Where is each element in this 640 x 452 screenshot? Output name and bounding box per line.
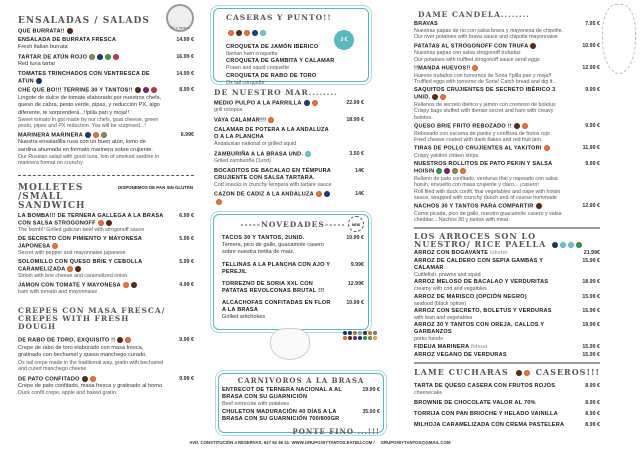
item-price: 19.99 € [362, 387, 380, 393]
item-description-en: Our potatoes with truffied strogonoff sauce send eggs [414, 56, 540, 63]
item-description: Red tuna tartar [18, 61, 56, 68]
allergen-brown-icon [530, 43, 536, 49]
item-inline-desc: fideua [469, 343, 488, 350]
item-price: 6.99€ [180, 131, 194, 138]
menu-item [214, 191, 364, 206]
item-description: Prawn and squid croquette [226, 65, 290, 72]
allergen-brown-icon [363, 331, 367, 335]
allergen-brown-icon [82, 376, 88, 382]
menu-item [414, 203, 600, 223]
section-title-novedades: -----NOVEDADES----- [240, 220, 346, 229]
item-name: CAZON DE CADIZ A LA ANDALUZA [214, 191, 334, 206]
item-price: 11.99 € [582, 145, 600, 152]
allergen-navy-icon [348, 331, 352, 335]
allergen-navy-icon [85, 132, 91, 138]
allergen-navy-icon [252, 30, 258, 36]
item-price: 15.99 € [582, 307, 600, 314]
allergen-purple-icon [143, 87, 149, 93]
section-title-salads: ENSALADAS / SALADS [18, 16, 150, 26]
item-description: Nuestra ensaladilla rusa con un buen atún, lomo de sardina ahumada en formato marinera sobre crujiente. [18, 139, 153, 153]
item-description: ham with tomato and mayonnaise [18, 289, 98, 296]
menu-item [414, 344, 600, 351]
menu-item [214, 100, 364, 114]
allergen-brown-icon [131, 282, 137, 288]
allergen-cyan-icon [568, 242, 574, 248]
item-price: 5.99 € [179, 258, 194, 265]
allergen-brown-icon [75, 266, 81, 272]
item-description: Crispy yakitori chiken strips. [414, 152, 480, 159]
salads-list [18, 28, 194, 167]
allergen-purple-icon [444, 168, 450, 174]
item-name: BROWNIE DE CHOCOLATE VALOR AL 70% [414, 400, 536, 407]
item-price: 12.99 € [582, 65, 600, 72]
item-name: ALCACHOFAS CONFITADAS EN FLOR A LA BRASA [222, 299, 331, 313]
item-name: TORRIJA CON PAN BRIOCHE Y HELADO VAINILLA [414, 411, 558, 418]
divider [18, 175, 194, 176]
menu-item [18, 71, 194, 85]
allergen-orange-icon [98, 220, 104, 226]
menu-item [222, 409, 380, 423]
allergen-orange-icon [440, 94, 446, 100]
menu-item [222, 387, 380, 407]
allergen-yellow-icon [373, 336, 377, 340]
allergen-orange-icon [90, 376, 96, 382]
menu-item [214, 151, 364, 165]
item-name: QUE BURRATA!! [18, 28, 164, 35]
item-name: SAQUITOS CRUJIENTES DE SECRETO IBÉRICO 3 UNID. [414, 87, 556, 101]
allergen-orange-icon [268, 117, 274, 123]
item-price: 14€ [355, 167, 364, 174]
item-price: 8.99 € [179, 87, 194, 94]
allergen-legend [342, 330, 380, 340]
allergen-orange-icon [93, 132, 99, 138]
item-price: 10.99 € [346, 299, 364, 306]
allergen-navy-icon [358, 336, 362, 340]
allergen-navy-icon [552, 242, 558, 248]
allergen-orange-icon [228, 30, 234, 36]
item-name: BRAVAS [414, 21, 438, 27]
arroces-icons [550, 239, 582, 249]
item-price: 10.99 € [346, 235, 364, 241]
divider [414, 362, 600, 364]
allergen-orange-icon [125, 337, 131, 343]
allergen-orange-icon [353, 331, 357, 335]
item-price: 15.99 € [582, 351, 600, 358]
item-price: 9.99 € [179, 337, 194, 344]
item-name: ARROZ DE MARISCO (OPCIÓN NEGRO) [414, 293, 527, 300]
postres-list [414, 383, 600, 429]
item-name: TELLINAS A LA PLANCHA CON AJO Y PEREJIL [222, 261, 331, 275]
allergen-brown-icon [536, 203, 542, 209]
menu-item [414, 161, 600, 201]
menu-item [414, 145, 600, 159]
allergen-orange-icon [316, 191, 322, 197]
menu-item [214, 117, 364, 124]
menu-item [226, 44, 366, 57]
middle-column [226, 0, 366, 86]
item-description: seafood (black option) [414, 300, 467, 307]
item-description: Nuestras papas con salsa strogonoff trufadas [414, 50, 521, 57]
allergen-olive-icon [101, 132, 107, 138]
menu-item [226, 73, 366, 86]
item-name: ARROZ CON SECRETO, BOLETUS Y VERDURAS [414, 307, 552, 314]
item-name: MARINERA MARINERA [18, 132, 164, 139]
item-name: CALAMAR DE POTERA A LA ANDALUZA O A LA PLANCHA [214, 127, 329, 141]
item-price: 19.99 € [582, 322, 600, 329]
item-description: Crepe de rabo de toro elaborado con masa fresca, gratinado con bechamel y queso manchego curado. [18, 344, 147, 359]
item-name: TARTA DE QUESO CASERA CON FRUTOS ROJOS [414, 382, 556, 389]
item-name: VAYA CALAMAR!!! [214, 117, 334, 124]
item-price: 9.99 € [585, 123, 600, 130]
item-name: MILHOJA CARAMELIZADA CON CREMA PASTELERA [414, 422, 565, 429]
menu-item [222, 300, 364, 321]
octopus-illustration [602, 4, 636, 74]
item-description-en: Roll filed with duck confit, thai vegetables and nape with hoisin sauce, wrapped with crunchy douch and of course hommade [414, 188, 561, 201]
item-price: 8.99 € [585, 382, 600, 389]
mar-list [214, 100, 364, 206]
carnivoros-section [222, 376, 380, 436]
item-name: ARROZ DE CALDERO CON SEPIA GAMBAS Y CALAMAR [414, 257, 544, 271]
allergen-navy-icon [97, 54, 103, 60]
item-name: CROQUETA DE RABO DE TORO [226, 72, 317, 79]
menu-item [222, 235, 364, 257]
item-name: NUESTROS ROLLITOS DE PATO PEKIN Y SALSA HOISIN [414, 161, 553, 175]
item-inline-desc: lobster [488, 249, 509, 256]
item-name: DE SECRETO CON PIMIENTO Y MAYONESA JAPONESA [18, 235, 142, 250]
item-description: porks hands [414, 336, 443, 343]
mollete-list [18, 213, 194, 296]
item-name: QUESO BRIE FRITO REBOZADO !! [414, 123, 570, 130]
allergen-red-icon [151, 87, 157, 93]
item-description: Huevos trufados con torreznos de Soria !!pilla pan y moja!! [414, 72, 552, 79]
allergen-cyan-icon [305, 151, 311, 157]
item-description: Rellenos de secreto ibérico y jamón con cremoso de boletus [414, 101, 556, 108]
item-name: FIDEUA MARINERA fideua [414, 343, 488, 350]
ponte-fino: PONTE FINO ...!!! [292, 427, 380, 437]
item-description: cheesecake [414, 389, 443, 396]
item-description: The bomb!! Grilled galician beef with strogonoff sauce [18, 227, 145, 234]
item-description: Secret with pepper and mayonnaise japanese [18, 250, 126, 257]
item-name: MEDIO PULPO A LA PARRILLA [214, 100, 334, 107]
menu-item [414, 87, 600, 121]
allergen-brown-icon [106, 220, 112, 226]
allergen-cyan-icon [260, 30, 266, 36]
allergen-brown-icon [135, 87, 141, 93]
section-title-mar: DE NUESTRO MAR........ [214, 88, 338, 97]
bull-illustration [270, 328, 310, 360]
allergen-brown-icon [236, 30, 242, 36]
menu-item [18, 282, 194, 296]
menu-item [414, 308, 600, 321]
item-name: ARROZ MELOSO DE BACALAO Y VERDURITAS [414, 279, 549, 286]
section-title-crepes: CREPES CON MASA FRESCA/ CREPES WITH FRESH DOUGH [18, 306, 166, 332]
allergen-red-icon [113, 54, 119, 60]
item-description: Ox tail corquette [226, 79, 265, 86]
item-price: 12.99 € [582, 203, 600, 210]
mar-section [214, 88, 364, 206]
item-price: 15.99 € [582, 343, 600, 350]
item-name: !!MANDA HUEVOS!! [414, 65, 570, 72]
item-name: TORREZNO DE SORIA XXL CON PATATAS REVOLCONAS BRUTAL !!! [222, 280, 325, 294]
section-title-arroces: LOS ARROCES SON LO NUESTRO/ RICE PAELLA [414, 232, 584, 248]
allergen-navy-icon [36, 78, 42, 84]
carnivoros-list [222, 387, 380, 423]
item-description: Cod snacks in crunchy tempura with tartare sauce [214, 181, 332, 188]
menu-item [414, 123, 600, 143]
menu-item [414, 322, 600, 342]
menu-item [18, 337, 194, 372]
allergen-orange-icon [52, 243, 58, 249]
menu-item [414, 279, 600, 292]
menu-item [18, 213, 194, 234]
allergen-orange-icon [368, 331, 372, 335]
item-price: 3.50 € [349, 150, 364, 157]
item-price: 10.99 € [582, 42, 600, 49]
mollete-header [18, 184, 194, 211]
allergen-brown-icon [514, 123, 520, 129]
item-price: 15.99 € [582, 293, 600, 300]
item-description: Grilled artichokes [222, 313, 266, 320]
item-description-en: Crispy bags stuffed with iberian secret and ham with creavy boletus. [414, 108, 554, 121]
footer-contact: AVD. CONSTITUCIÓN 4 RESERVAS: 627 92 46 41· WWW.GRUPO30YTANTOS.EATBU.COM / GRUPO30YTANTOS@GMAIL.COM [189, 440, 451, 445]
allergen-navy-icon [324, 191, 330, 197]
menu-item [414, 258, 600, 278]
item-price: 18.99 € [582, 279, 600, 286]
item-price: 9.99 € [585, 87, 600, 94]
section-title-mollete: MOLLETES /SMALL SANDWICH [18, 182, 86, 211]
allergen-orange-icon [244, 30, 250, 36]
item-description-en: Our river potatoes with brava sauce and chipotle mayonnaise [414, 34, 558, 41]
item-name: ARROZ 30 Y TANTOS CON OREJA, CALLOS Y GARBANZOS [414, 322, 545, 336]
item-description: Sirloin with brie cheese and caramelized onion. [18, 273, 129, 280]
allergen-olive-icon [373, 331, 377, 335]
item-price: 8.99 € [585, 400, 600, 407]
menu-item [226, 58, 366, 71]
allergen-brown-icon [348, 336, 352, 340]
item-name: ENTRECOT DE TERNERA NACIONAL A AL BRASA CON SU GUARNICIÓN [222, 387, 342, 400]
allergen-brown-icon [117, 337, 123, 343]
allergen-green-icon [105, 54, 111, 60]
item-price: 14.99 € [176, 37, 194, 44]
allergen-cyan-icon [560, 242, 566, 248]
menu-item [414, 400, 600, 407]
allergen-green-icon [363, 336, 367, 340]
item-description: Carne picada, pico de gallo, nuestro guacamole casero y salsa cheddar... Nachos 30 y tantos with meat [414, 210, 562, 224]
menu-item [414, 411, 600, 418]
new-badge: NEW [348, 216, 364, 232]
item-price: 9.99€ [350, 261, 364, 268]
item-price: 22.99 € [346, 100, 364, 106]
item-price: 7.95 € [585, 21, 600, 27]
menu-item [18, 54, 194, 69]
menu-item [414, 294, 600, 307]
item-name: CROQUETA DE GAMBITA Y CALAMAR [226, 58, 335, 65]
menu-item [18, 132, 194, 167]
item-description: Lingote de dulce de tomate elaborado por nuestros chefs, queso de cabra, pesto verde, pipas, y reducción PX, algo diferente, te sorprenderá...!!pilla pan y moja!! [18, 94, 162, 116]
postres-icons [514, 367, 530, 377]
item-price: 9.99 € [585, 161, 600, 168]
item-description-en: Truffled eggs with torrezno de Soria! Catch bread and dip it... [414, 79, 557, 85]
item-price: 9.99 € [179, 375, 194, 382]
allergen-orange-icon [522, 123, 528, 129]
item-name: NACHOS 30 Y TANTOS PARA COMPARTIR [414, 203, 570, 210]
arroces-list [414, 250, 600, 359]
menu-item [222, 281, 364, 295]
allergen-orange-icon [472, 65, 478, 71]
item-description: Griled zamburiña (1unit) [214, 158, 271, 165]
item-price: 35.00 € [362, 409, 380, 416]
item-description: Crepe de pato confitado, masa fresca y gratinado al horno. [18, 383, 164, 390]
caseras-list [226, 44, 366, 86]
item-description-en: Sweet tomato in got made by our chefs, goat cheese, green pesto, pipes and PX reduction. You will be surprised...! [18, 116, 159, 130]
item-name: ARROZ CON BOGAVANTE lobster [414, 249, 509, 256]
item-name: TIRAS DE POLLO CRUJIENTES AL YAKITORI [414, 145, 570, 152]
novedades-list [222, 235, 364, 321]
item-description: Temera, pico de gallo, guacamole casero sobre nuestra tortita de maiz. [222, 242, 324, 256]
item-price: 14€ [355, 191, 364, 198]
left-column [18, 0, 194, 397]
allergen-navy-icon [343, 331, 347, 335]
item-price: 15.99 € [582, 257, 600, 264]
item-price: 6.99 € [179, 212, 194, 219]
item-name: ZAMBURIÑA A LA BRASA UND. [214, 151, 334, 158]
item-name: BOCADITOS DE BACALAO EN TÉMPURA CRUJIENTE CON SALSA TARTARA. [214, 167, 331, 181]
item-name: CHULETON MADURACIÓN 40 DÍAS A LA BRASA CON SU GUARNICIÓN 700/800GR [222, 409, 340, 423]
item-description: Andalusian national or grilled squid [214, 141, 297, 148]
section-title-postres: LAME CUCHARAS CASEROS!!! [414, 366, 600, 377]
item-price: 5.99 € [179, 235, 194, 242]
candela-list [414, 21, 600, 224]
right-column [414, 0, 600, 429]
item-name: DE PATO CONFITADO [18, 376, 164, 383]
menu-item [414, 21, 600, 41]
allergen-orange-icon [343, 336, 347, 340]
item-name: CHE QUE BO!!! TERRINE 30 Y TANTOS!! [18, 87, 164, 94]
item-description-en: Fried cheese coated with dank flakes and red fruit jam. [414, 137, 543, 143]
item-name: CROQUETA DE JAMÓN IBERICO [226, 44, 319, 50]
allergen-brown-icon [67, 28, 73, 34]
novedades-section [222, 220, 364, 321]
allergen-olive-icon [89, 54, 95, 60]
crepes-list [18, 337, 194, 396]
item-price: 8.99 € [585, 422, 600, 429]
item-name: JAMON CON TOMATE Y MAYONESA [18, 282, 164, 289]
menu-item [18, 28, 194, 35]
allergen-orange-icon [67, 266, 73, 272]
allergen-navy-icon [304, 100, 310, 106]
section-title-carnivoros: CARNIVOROS A LA BRASA [237, 376, 365, 385]
menu-item [18, 259, 194, 280]
item-name: LA BOMBA!!! DE TERNERA GALLEGA A LA BRASA CON SALSA STROGONOFF [18, 212, 164, 227]
item-description: creamy with cod and vegatbles [414, 286, 487, 293]
item-name: TOMATES TRINCHADOS CON VENTRESCA DE ATUN [18, 70, 150, 85]
allergen-green-icon [576, 242, 582, 248]
item-name: DE RABO DE TORO, EXQUISITO !! [18, 337, 164, 344]
item-description-en: Duck confit crepe, apple and baked gratin. [18, 390, 118, 397]
item-name: PATATAS AL STROGONOFF CON TRUFA [414, 43, 570, 50]
item-price: 4.99 € [179, 281, 194, 288]
section-title-candela: DAME CANDELA........ [418, 10, 530, 19]
allergen-brown-icon [516, 370, 522, 376]
allergen-brown-icon [432, 94, 438, 100]
item-description: Fresh italian burrata [18, 44, 68, 51]
item-price: 18.99 € [346, 116, 364, 123]
item-price: 21.99€ [583, 249, 600, 256]
menu-item [414, 422, 600, 429]
item-name: SOLOMILLO CON QUESO BRIE Y CEBOLLA CARAMELIZADA [18, 258, 143, 273]
allergen-olive-icon [452, 168, 458, 174]
allergen-olive-icon [368, 336, 372, 340]
item-description: Cuttlefish, prawns and squid [414, 271, 481, 278]
item-description: with lean and vegetables [414, 314, 473, 321]
allergen-orange-icon [312, 100, 318, 106]
allergen-orange-icon [460, 168, 466, 174]
menu-item [414, 43, 600, 63]
menu-item [414, 383, 600, 396]
item-description-en: Our Russian salad with good tuna, loin of smoked sardine in marinera format on crunchy. [18, 154, 160, 167]
item-description: grill octopus [214, 107, 243, 114]
menu-item [414, 250, 600, 257]
divider [414, 227, 600, 229]
menu-item [18, 376, 194, 397]
menu-item [222, 262, 364, 276]
allergen-purple-icon [353, 336, 357, 340]
allergen-orange-icon [216, 199, 222, 205]
menu-item [414, 65, 600, 85]
item-price: 8.99 € [585, 411, 600, 418]
menu-item [18, 87, 194, 130]
section-title-caseras: CASERAS Y PUNTO!! [226, 13, 332, 22]
menu-item [414, 352, 600, 359]
item-name: TACOS 30 Y TANTOS, 2UNID. [222, 235, 305, 241]
item-price: 16.99 € [176, 53, 194, 60]
allergen-orange-icon [524, 370, 530, 376]
menu-item [18, 37, 194, 51]
item-description: Relleno de pato confitado, verduras thai y napeado con salsa hoisin, envuelto con masa crujiente y claro... ¡casero! [414, 175, 558, 189]
allergen-green-icon [436, 168, 442, 174]
item-description: Nuestras papas de rio con salsa brava y mayonesa de chipotle. [414, 28, 563, 34]
item-price: 14.99 € [176, 70, 194, 77]
logo: 30 y tantos [166, 4, 194, 32]
item-description: Iberian ham croquette [226, 51, 278, 57]
item-name: TARTAR DE ATÚN ROJO [18, 54, 164, 61]
allergen-cyan-icon [358, 331, 362, 335]
menu-item [214, 127, 364, 147]
item-description-en: Ox tail crepe made in the traditional way, gratin with bechamel and cured manchego cheese [18, 359, 164, 373]
item-price: 12.99€ [347, 280, 364, 287]
item-description: Rebozado con escama de panko y confitura de frutos rojo [414, 130, 550, 137]
menu-item [214, 168, 364, 188]
menu-item [18, 236, 194, 257]
allergen-orange-icon [544, 145, 550, 151]
item-name: ARROZ VEGANO DE VERDURAS [414, 351, 507, 358]
item-name: ENSALADA DE BURRATA FRESCA [18, 37, 117, 44]
gluten-note: DISPONEMOS DE PAN SIN GLUTEN [118, 184, 194, 190]
price-badge: 3 € [334, 30, 354, 50]
item-description: Beef entrecote with potatoes [222, 401, 290, 407]
allergen-orange-icon [123, 282, 129, 288]
